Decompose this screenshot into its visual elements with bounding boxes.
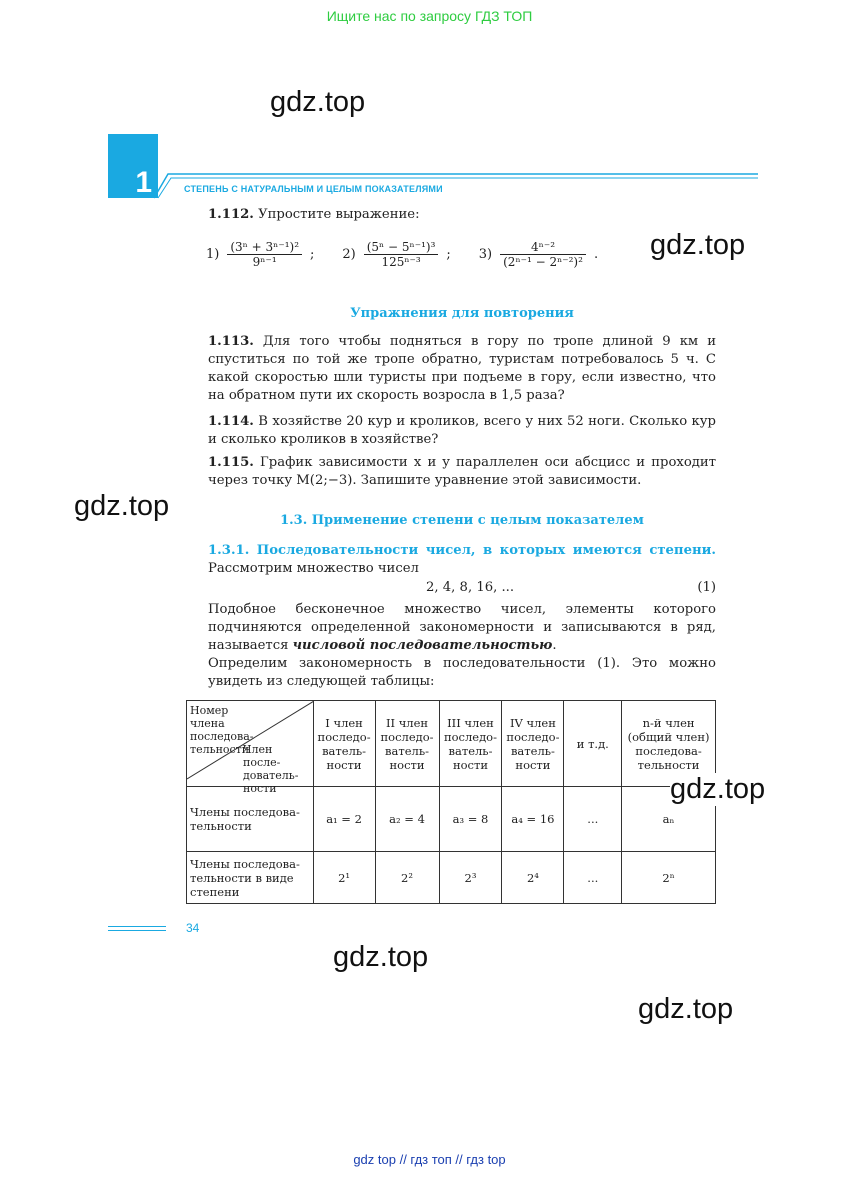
table-cell: ... (564, 852, 622, 904)
exercise-number: 1.112. (208, 207, 254, 222)
denominator: 125ⁿ⁻³ (381, 255, 421, 269)
table-cell: 2² (375, 852, 439, 904)
corner-cell (187, 701, 314, 795)
item-label: 1) (206, 247, 220, 262)
chapter-number: 1 (135, 166, 152, 199)
table-header-row (187, 701, 716, 787)
exercise-1-113 (208, 333, 716, 405)
page-rule (108, 926, 166, 927)
sequence-table (186, 700, 716, 904)
exercise-1-115 (208, 454, 716, 490)
item-label: 3) (478, 247, 493, 262)
page-rule (108, 930, 166, 931)
table-cell: 2⁴ (502, 852, 564, 904)
table-cell: aₙ (622, 787, 716, 852)
item-label: 2) (342, 247, 356, 262)
table-row (187, 787, 716, 852)
table-cell: ... (564, 787, 622, 852)
watermark: gdz.top (638, 993, 734, 1025)
numerator: (5ⁿ − 5ⁿ⁻¹)³ (364, 240, 439, 255)
subsection-title: 1.3.1. Последовательности чисел, в которых имеются степени. (208, 543, 716, 558)
numerator: (3ⁿ + 3ⁿ⁻¹)² (227, 240, 302, 255)
exercise-text: График зависимости x и y параллелен оси абсцисс и проходит через точку M(2;−3). Запишите уравнение этой зависимости. (208, 455, 716, 488)
fraction (227, 240, 302, 269)
exercise-1-112 (208, 206, 716, 224)
table-cell: a₃ = 8 (439, 787, 502, 852)
watermark: gdz.top (670, 773, 766, 805)
separator: . (593, 247, 599, 262)
watermark: gdz.top (333, 941, 429, 973)
separator: ; (310, 247, 315, 262)
table-cell: a₁ = 2 (313, 787, 375, 852)
watermark: gdz.top (74, 490, 170, 522)
page-number: 34 (186, 921, 200, 935)
formula-text: 2, 4, 8, 16, ... (426, 580, 515, 595)
row-label: Члены последова-тельности (187, 787, 314, 852)
header-cell: n-й член (общий член) последова-тельности (622, 701, 716, 787)
corner-bottom-label: Член после-дователь-ности (243, 743, 299, 795)
table-cell: 2³ (439, 852, 502, 904)
header-cell: III член последо-ватель-ности (439, 701, 502, 787)
subsection-paragraph (208, 542, 716, 578)
corner-top-label: Номер члена последова-тельности (190, 704, 254, 756)
exercise-1-114 (208, 413, 716, 449)
exercise-number: 1.115. (208, 455, 254, 470)
watermark: gdz.top (270, 86, 366, 118)
exercise-number: 1.113. (208, 334, 254, 349)
section-heading: 1.3. Применение степени с целым показателем (280, 513, 644, 528)
top-banner[interactable]: Ищите нас по запросу ГДЗ ТОП (326, 8, 533, 24)
formula-label: (1) (697, 580, 716, 595)
exercise-text: В хозяйстве 20 кур и кроликов, всего у них 52 ноги. Сколько кур и сколько кроликов в хозяйстве? (208, 414, 716, 447)
subsection-text: Рассмотрим множество чисел (208, 561, 419, 576)
header-cell: IV член последо-ватель-ности (502, 701, 564, 787)
table-intro-text: Определим закономерность в последовательности (1). Это можно увидеть из следующей таблицы: (208, 656, 716, 689)
header-cell: и т.д. (564, 701, 622, 787)
header-cell: II член последо-ватель-ности (375, 701, 439, 787)
header-cell: I член последо-ватель-ности (313, 701, 375, 787)
footer-links[interactable]: gdz top // гдз топ // гдз top (353, 1152, 506, 1167)
exercise-number: 1.114. (208, 414, 254, 429)
table-cell: 2ⁿ (622, 852, 716, 904)
definition-end: . (552, 638, 557, 653)
separator: ; (446, 247, 451, 262)
fraction (364, 240, 439, 269)
table-cell: a₂ = 4 (375, 787, 439, 852)
denominator: 9ⁿ⁻¹ (252, 255, 277, 269)
row-label: Члены последова-тельности в виде степени (187, 852, 314, 904)
fraction (500, 240, 586, 269)
exercise-text: Для того чтобы подняться в гору по тропе длиной 9 км и спуститься по той же тропе обратно, туристам потребовалось 5 ч. С какой скоростью шли туристы при подъеме в гору, если известно, что на обратном пути их скорость возросла в 1,5 раза? (208, 334, 716, 403)
denominator: (2ⁿ⁻¹ − 2ⁿ⁻²)² (503, 255, 583, 269)
watermark: gdz.top (650, 229, 746, 261)
exercise-text: Упростите выражение: (258, 207, 420, 222)
definition-term: числовой последовательностью (292, 638, 553, 653)
table-intro-paragraph (208, 655, 716, 691)
exercise-1-112-items (206, 240, 626, 269)
numerator: 4ⁿ⁻² (500, 240, 586, 255)
chapter-title: СТЕПЕНЬ С НАТУРАЛЬНЫМ И ЦЕЛЫМ ПОКАЗАТЕЛЯМИ (184, 184, 443, 194)
table-cell: a₄ = 16 (502, 787, 564, 852)
review-heading: Упражнения для повторения (350, 306, 574, 321)
definition-text: Подобное бесконечное множество чисел, элементы которого подчиняются определенной закономерности и записываются в ряд, называется (208, 602, 716, 653)
definition-paragraph (208, 601, 716, 655)
table-cell: 2¹ (313, 852, 375, 904)
table-row (187, 852, 716, 904)
